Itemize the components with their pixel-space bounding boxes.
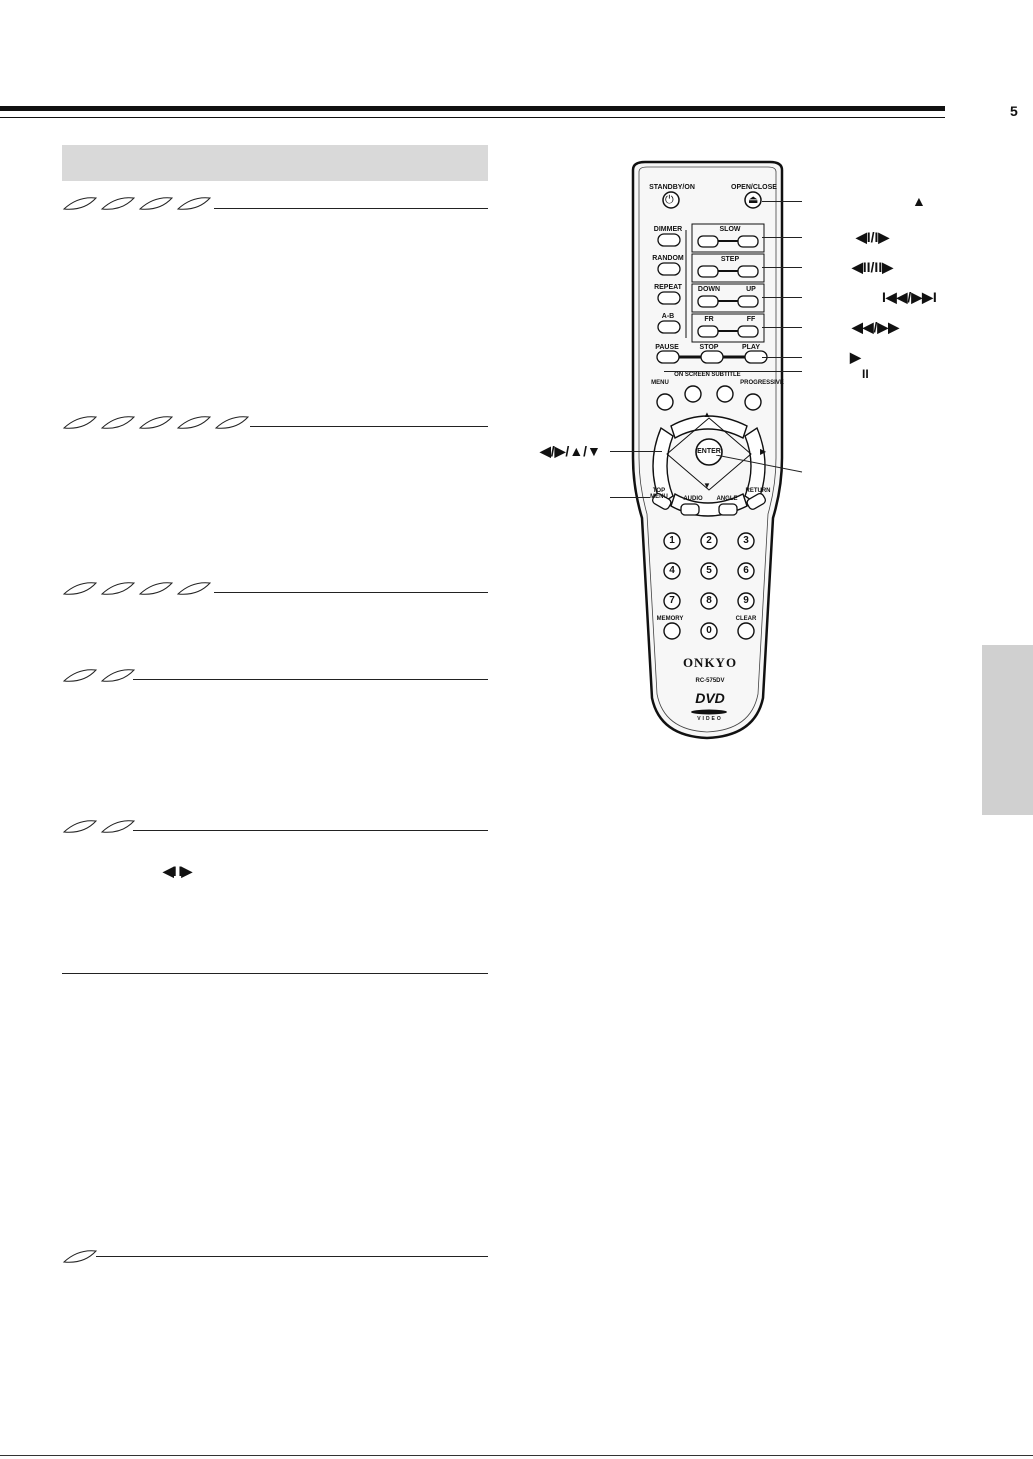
header-thick-rule (0, 106, 945, 111)
num-button-8: 8 (706, 595, 712, 606)
remote-label-clear: CLEAR (735, 616, 757, 622)
num-button-6: 6 (743, 565, 749, 576)
remote-label-step: STEP (720, 256, 740, 263)
remote-label-progressive: PROGRESSIVE (740, 380, 784, 386)
num-button-5: 5 (706, 565, 712, 576)
callout-line-step (762, 267, 802, 268)
remote-label-slow: SLOW (719, 226, 741, 233)
remote-label-repeat: REPEAT (654, 284, 682, 291)
section-2-rule (250, 426, 488, 427)
remote-label-menu: MENU (651, 380, 669, 386)
remote-label-return: RETURN (745, 488, 771, 494)
header-thin-rule (0, 117, 945, 118)
callout-line-play (762, 357, 802, 358)
disc-icons-section-4 (60, 668, 144, 684)
callout-line-skip (762, 297, 802, 298)
section-1-rule (214, 208, 488, 209)
disc-icons-section-1 (60, 196, 220, 212)
cursor-up-icon: ▲ (703, 410, 711, 419)
remote-label-fr: FR (704, 316, 714, 323)
section-5-rule (133, 830, 488, 831)
num-button-9: 9 (743, 595, 749, 606)
remote-label-open-close: OPEN/CLOSE (731, 184, 777, 191)
callout-line-scan (762, 327, 802, 328)
num-button-7: 7 (669, 595, 675, 606)
section-7-rule (96, 1256, 488, 1257)
section-6-rule (62, 973, 488, 974)
remote-label-down: DOWN (697, 286, 721, 293)
remote-label-play: PLAY (741, 344, 761, 351)
callout-pause-symbol: II (862, 367, 869, 381)
section-4-rule (133, 679, 488, 680)
callout-play-symbol: ▶ (850, 349, 861, 365)
section-3-rule (214, 592, 488, 593)
remote-label-standby: STANDBY/ON (649, 184, 695, 191)
remote-label-on-screen: ON SCREEN (674, 372, 710, 378)
callout-line-pause (664, 371, 802, 372)
remote-label-audio: AUDIO (683, 496, 703, 502)
remote-brand-logo: ONKYO (682, 655, 738, 670)
disc-icons-section-3 (60, 581, 220, 597)
num-button-2: 2 (706, 535, 712, 546)
dvd-logo: DVD (695, 690, 725, 706)
remote-label-memory: MEMORY (656, 616, 684, 622)
remote-label-subtitle: SUBTITLE (711, 372, 741, 378)
chapter-side-tab (982, 645, 1033, 815)
callout-cursor-symbol: ◀/▶/▲/▼ (540, 443, 601, 459)
callout-slow-symbol: ◀I/I▶ (856, 229, 890, 245)
disc-icons-section-5 (60, 819, 144, 835)
callout-line-slow (762, 237, 802, 238)
eject-icon: ⏏ (748, 194, 759, 206)
callout-line-eject (762, 201, 802, 202)
slow-symbol-inline: ◀I I▶ (163, 863, 192, 879)
remote-label-stop: STOP (699, 344, 719, 351)
remote-label-pause: PAUSE (655, 344, 679, 351)
remote-label-dimmer: DIMMER (653, 226, 683, 233)
remote-label-enter: ENTER (697, 448, 721, 455)
num-button-1: 1 (669, 535, 675, 546)
footer-rule (0, 1455, 1033, 1456)
remote-label-up: UP (746, 286, 756, 293)
remote-label-angle: ANGLE (716, 496, 738, 502)
dvd-video-logo: VIDEO (697, 716, 723, 722)
callout-scan-symbol: ◀◀/▶▶ (852, 319, 899, 335)
remote-label-random: RANDOM (652, 255, 684, 262)
callout-skip-symbol: I◀◀/▶▶I (882, 289, 937, 305)
num-button-0: 0 (706, 625, 712, 636)
callout-step-symbol: ◀II/II▶ (852, 259, 893, 275)
disc-icons-section-7 (60, 1249, 104, 1265)
remote-label-top-menu: TOP MENU (650, 488, 668, 500)
num-button-3: 3 (743, 535, 749, 546)
page-number: 5 (1010, 103, 1018, 119)
num-button-4: 4 (669, 565, 675, 576)
cursor-right-icon: ▶ (760, 447, 767, 456)
callout-line-top-menu (610, 497, 650, 498)
section-heading-bar (62, 145, 488, 181)
remote-label-ff: FF (746, 316, 756, 323)
callout-line-cursor (610, 451, 662, 452)
power-icon: ⏻ (665, 194, 674, 206)
remote-label-ab: A-B (661, 313, 675, 320)
cursor-down-icon: ▼ (703, 481, 711, 490)
remote-model: RC-575DV (695, 678, 725, 684)
disc-icons-section-2 (60, 415, 256, 431)
callout-eject-symbol: ▲ (912, 193, 926, 209)
callout-line-enter (716, 455, 806, 475)
